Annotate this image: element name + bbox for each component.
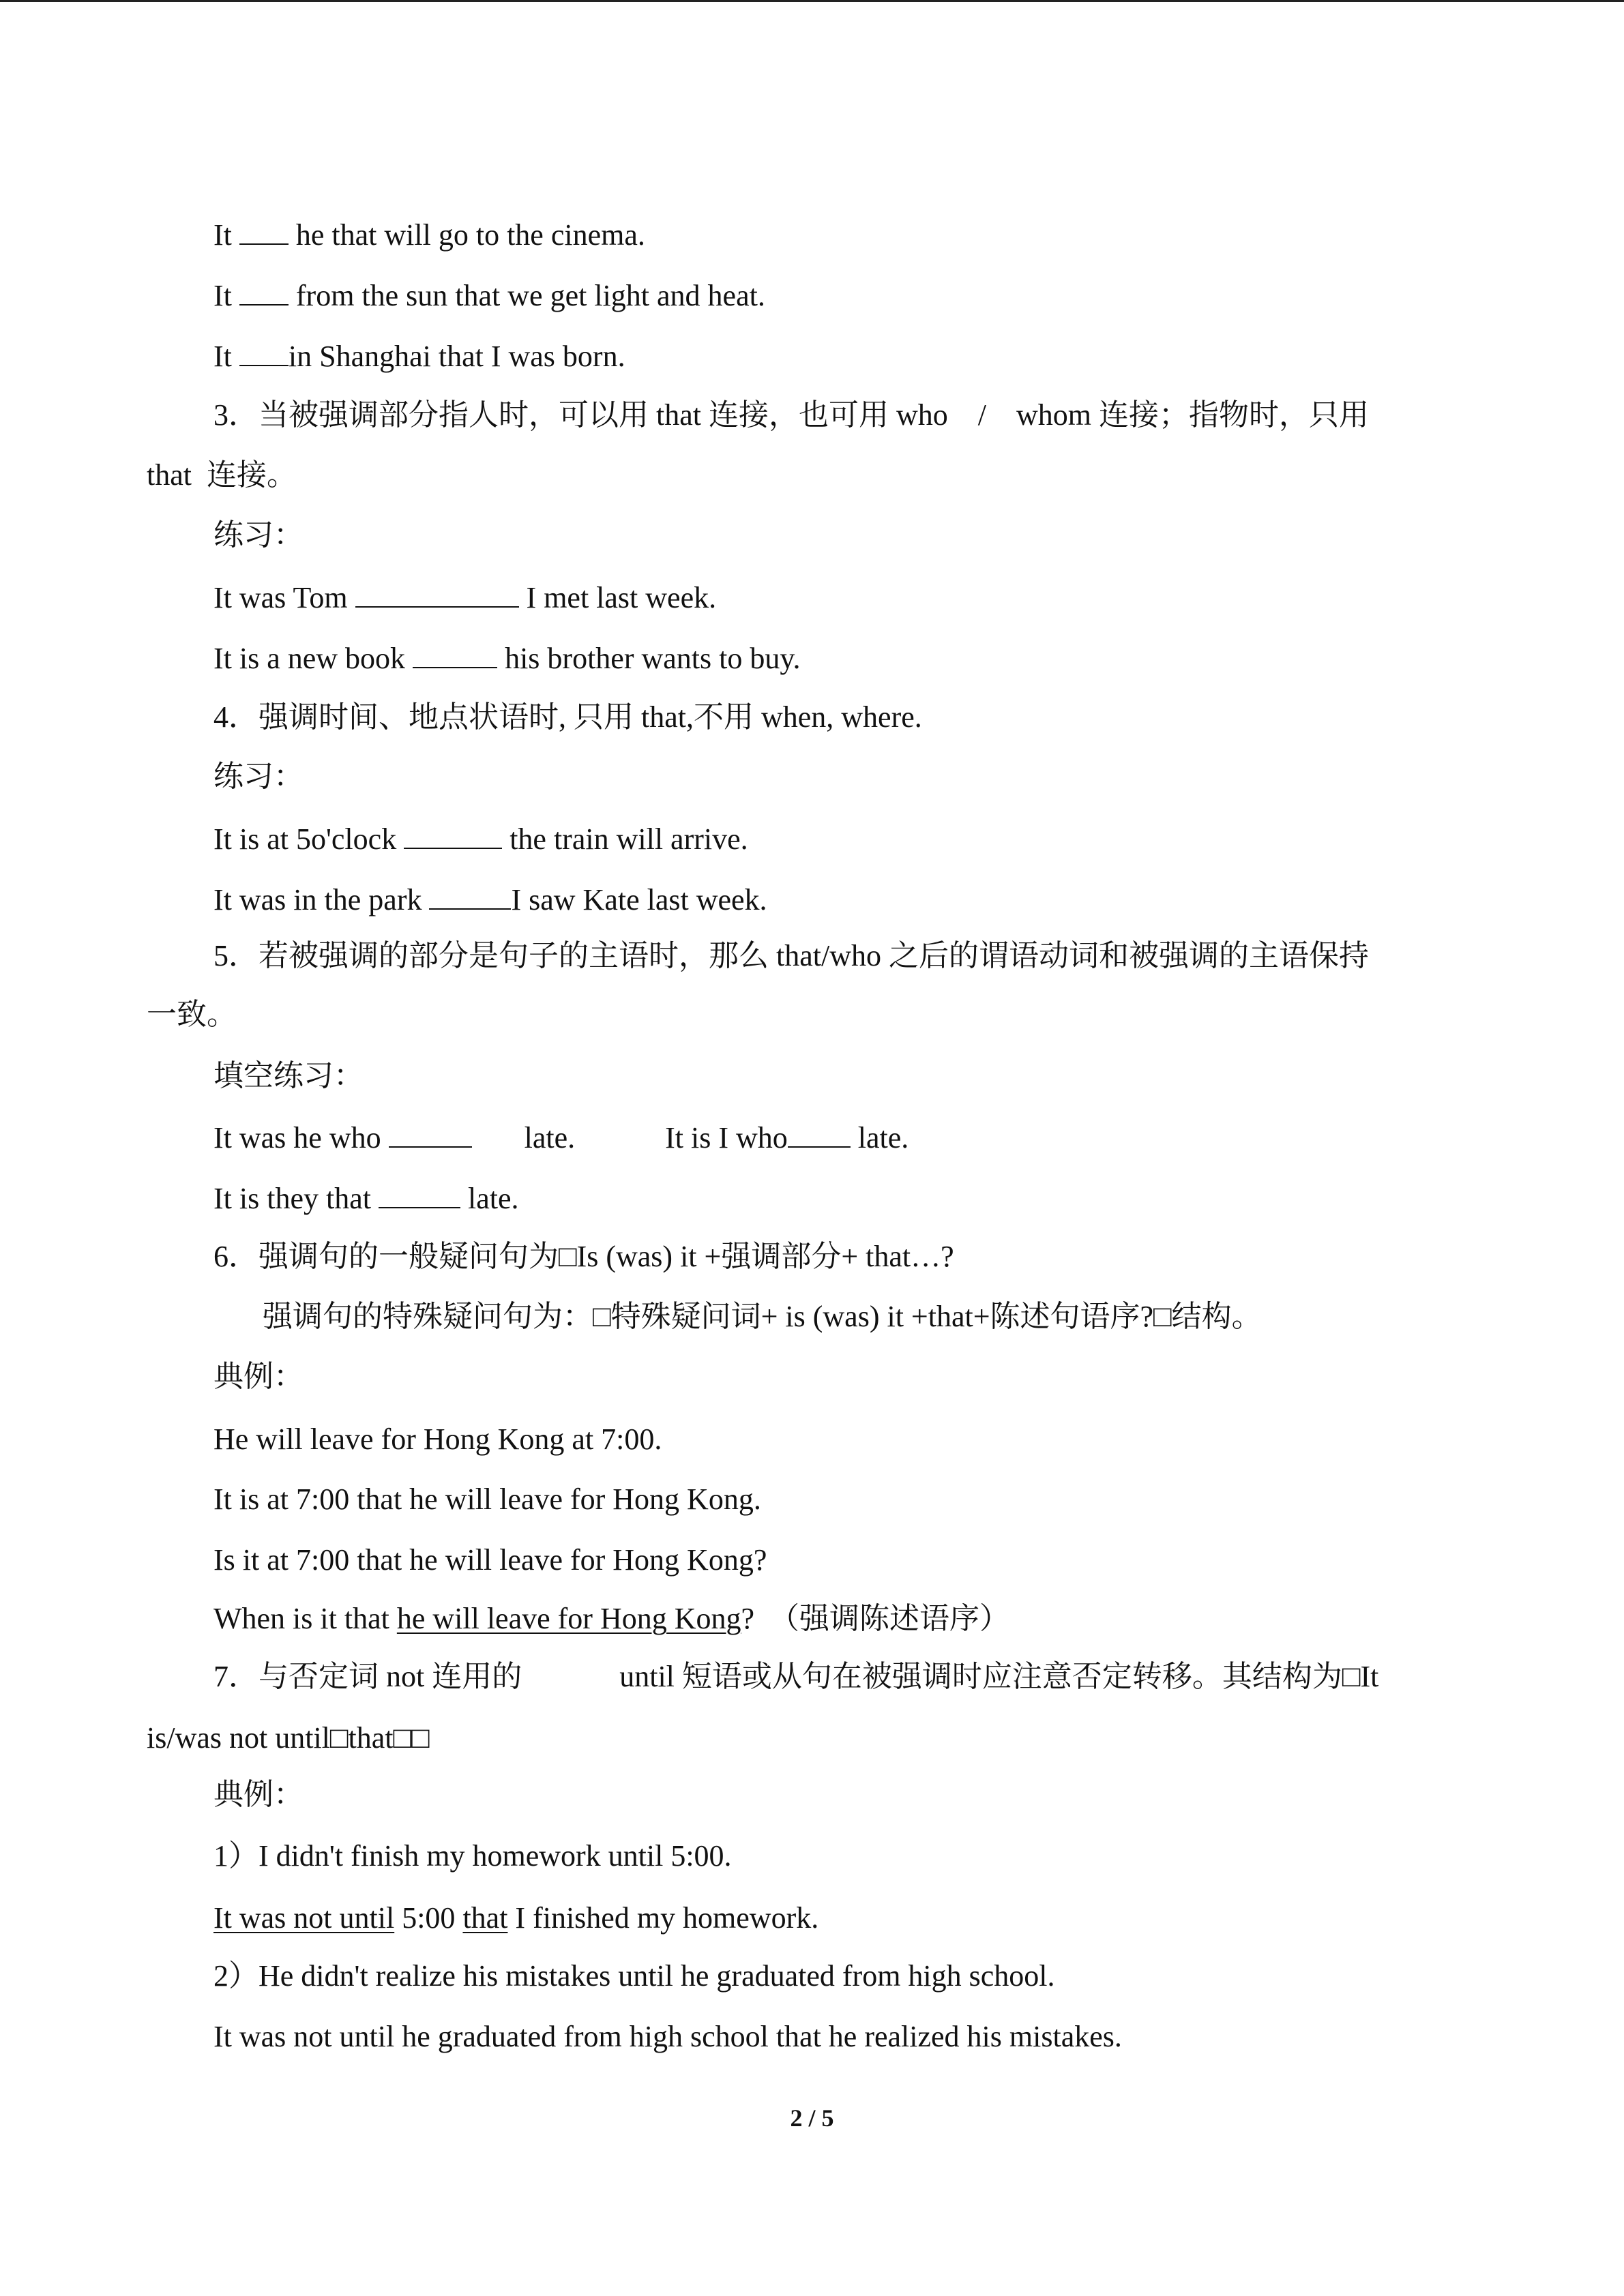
answer-blank[interactable] xyxy=(429,885,511,910)
answer-blank[interactable] xyxy=(239,220,289,245)
rule-7: 7．与否定词 not 连用的 until 短语或从句在被强调时应注意否定转移。其结构为□It xyxy=(213,1660,1379,1693)
example-sentence: Is it at 7:00 that he will leave for Hong Kong? xyxy=(213,1543,767,1577)
answer-blank[interactable] xyxy=(413,644,497,668)
rule-6-continued: 强调句的特殊疑问句为：□特殊疑问词+ is (was) it +that+陈述句语序?□结构。 xyxy=(263,1300,1262,1333)
exercise-heading: 填空练习： xyxy=(213,1059,364,1092)
answer-blank[interactable] xyxy=(239,342,289,366)
exercise-sentence: It is at 5o'clock the train will arrive. xyxy=(213,822,748,856)
example-sentence: It was not until 5:00 that I finished my homework. xyxy=(213,1901,819,1935)
example-heading: 典例： xyxy=(213,1778,304,1811)
exercise-sentence: It was he who late. It is I who late. xyxy=(213,1121,909,1154)
exercise-sentence: It is a new book his brother wants to buy. xyxy=(213,642,801,675)
rule-4: 4．强调时间、地点状语时, 只用 that,不用 when, where. xyxy=(213,700,922,734)
rule-6: 6．强调句的一般疑问句为□Is (was) it +强调部分+ that…? xyxy=(213,1240,954,1273)
exercise-sentence: It from the sun that we get light and heat. xyxy=(213,279,765,312)
exercise-sentence: It he that will go to the cinema. xyxy=(213,218,645,252)
page-number: 2 / 5 xyxy=(790,2104,834,2132)
answer-blank[interactable] xyxy=(788,1123,851,1148)
example-sentence: It was not until he graduated from high school that he realized his mistakes. xyxy=(213,2020,1122,2053)
answer-blank[interactable] xyxy=(379,1184,460,1208)
answer-blank[interactable] xyxy=(404,824,502,849)
example-sentence: When is it that he will leave for Hong Kong? （强调陈述语序） xyxy=(213,1602,1010,1635)
rule-3-continued: that 连接。 xyxy=(147,458,297,492)
rule-3: 3．当被强调部分指人时，可以用 that 连接，也可用 who / whom 连接；指物时，只用 xyxy=(213,398,1369,432)
rule-7-continued: is/was not until□that□□ xyxy=(147,1721,430,1755)
exercise-sentence: It in Shanghai that I was born. xyxy=(213,340,625,373)
example-sentence: 1）I didn't finish my homework until 5:00. xyxy=(213,1839,732,1873)
exercise-sentence: It is they that late. xyxy=(213,1182,519,1215)
example-sentence: 2）He didn't realize his mistakes until he graduated from high school. xyxy=(213,1959,1055,1993)
exercise-heading: 练习： xyxy=(213,518,304,552)
underlined-phrase: he will leave for Hong Kong xyxy=(396,1602,741,1635)
answer-blank[interactable] xyxy=(239,281,289,305)
answer-blank[interactable] xyxy=(355,583,519,608)
exercise-sentence: It was in the park I saw Kate last week. xyxy=(213,883,767,916)
page-top-border xyxy=(0,0,1624,2)
rule-5-continued: 一致。 xyxy=(147,998,237,1031)
underlined-phrase: It was not until xyxy=(213,1901,395,1935)
example-sentence: He will leave for Hong Kong at 7:00. xyxy=(213,1422,662,1456)
underlined-phrase: that xyxy=(462,1901,508,1935)
rule-5: 5．若被强调的部分是句子的主语时，那么 that/who 之后的谓语动词和被强调的主语保持 xyxy=(213,939,1369,972)
example-sentence: It is at 7:00 that he will leave for Hong Kong. xyxy=(213,1482,761,1516)
answer-blank[interactable] xyxy=(389,1123,472,1148)
example-heading: 典例： xyxy=(213,1360,304,1393)
exercise-sentence: It was Tom I met last week. xyxy=(213,581,717,614)
exercise-heading: 练习： xyxy=(213,760,304,793)
